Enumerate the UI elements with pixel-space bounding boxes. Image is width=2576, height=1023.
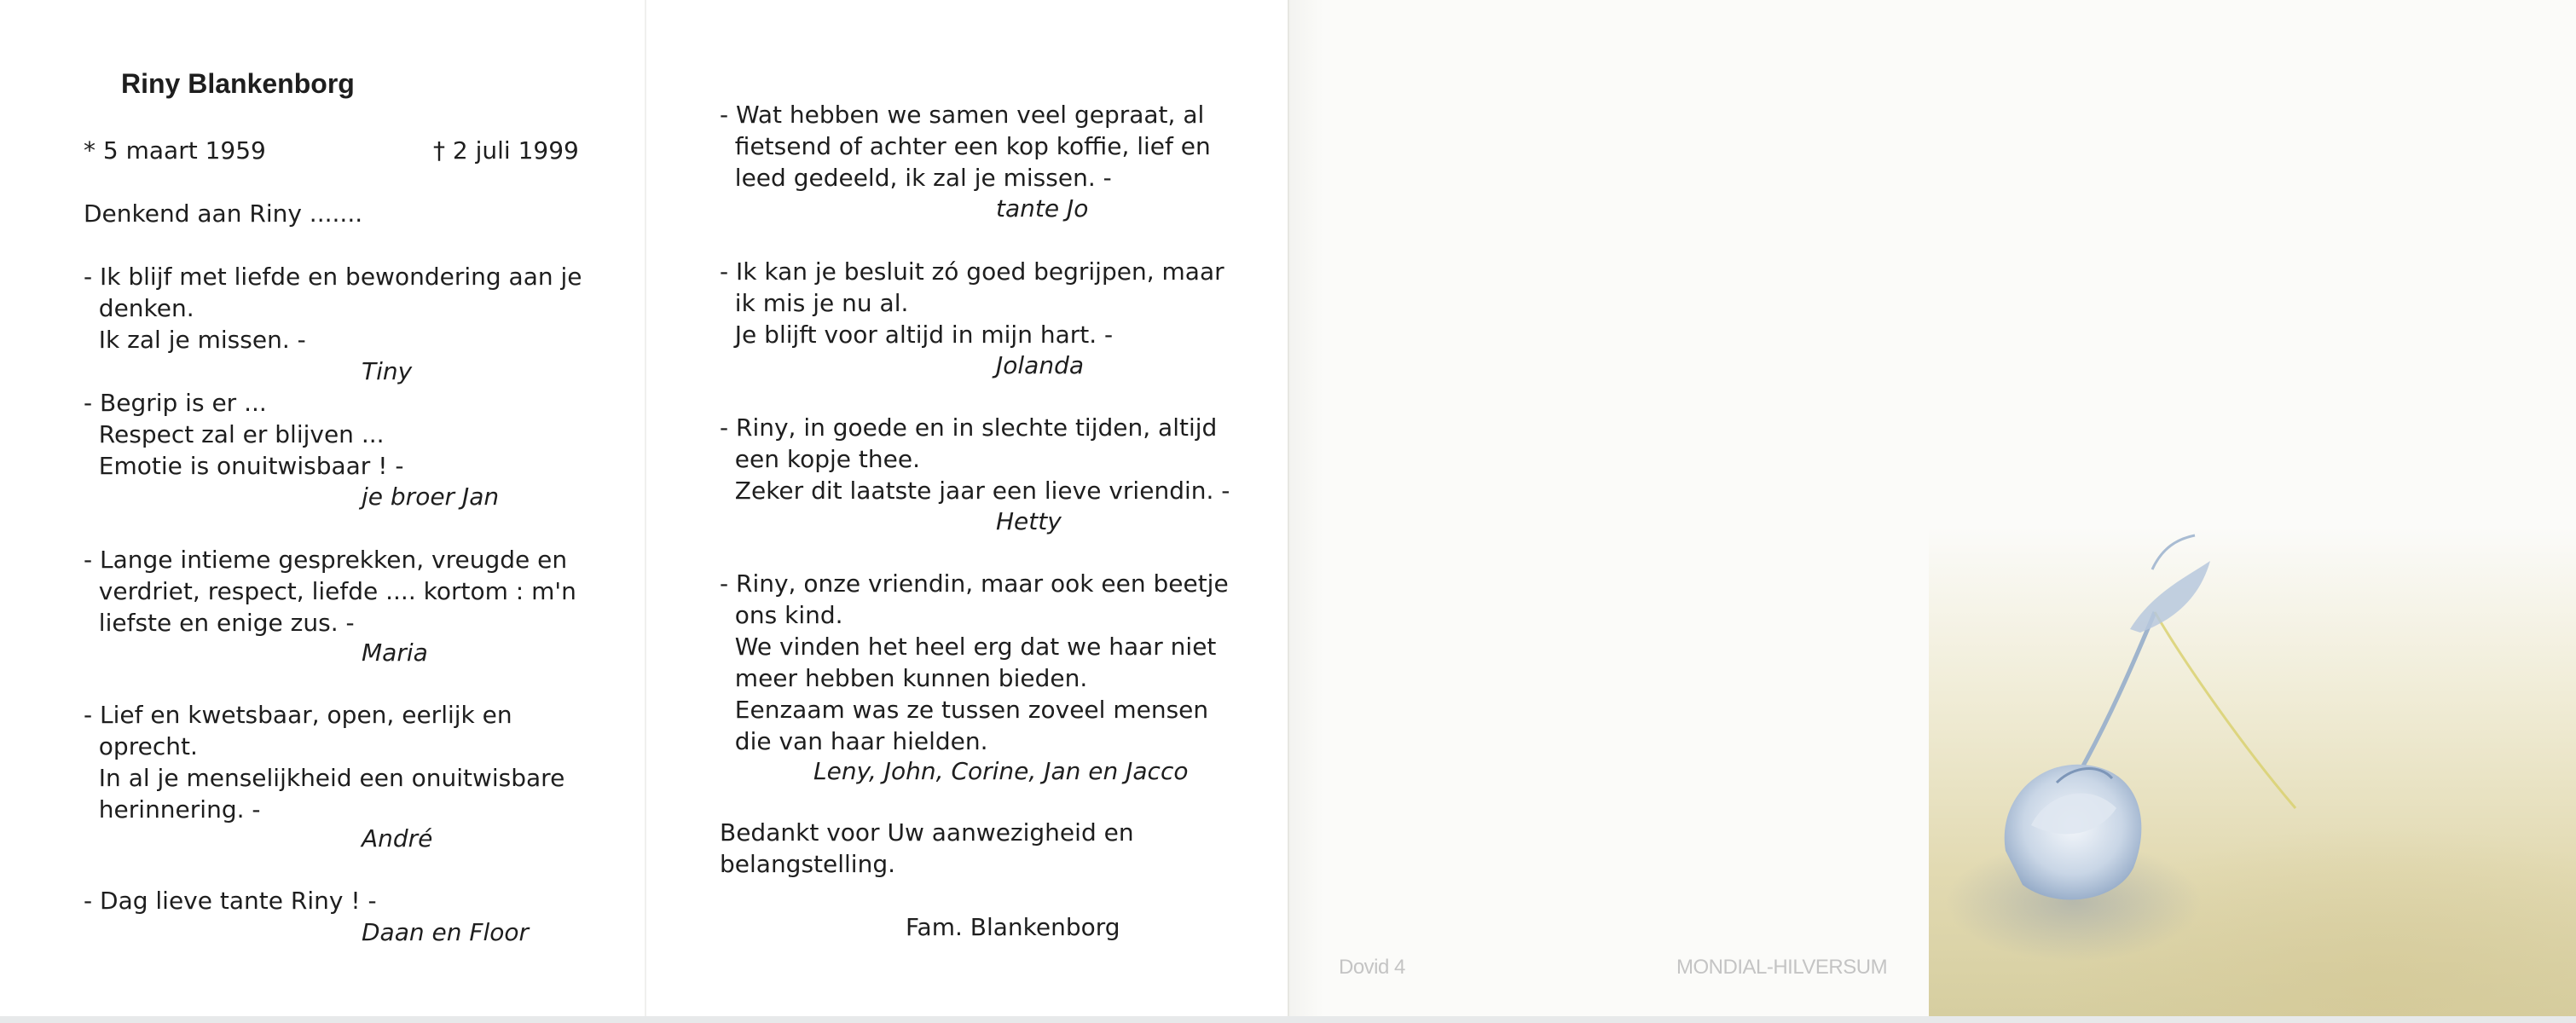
message-line: We vinden het heel erg dat we haar niet — [720, 633, 1217, 661]
message-line: - Riny, in goede en in slechte tijden, altijd — [720, 413, 1218, 442]
message-line: Zeker dit laatste jaar een lieve vriendin. - — [720, 477, 1230, 505]
design-code: Dovid 4 — [1339, 956, 1405, 979]
message-line: - Begrip is er ... — [84, 389, 267, 417]
intro-text: Denkend aan Riny ....... — [84, 199, 363, 228]
message-signature: Daan en Floor — [362, 918, 530, 946]
message-signature: André — [362, 824, 433, 852]
message-line: fietsend of achter een kop koffie, lief en — [720, 132, 1211, 160]
scan-edge — [0, 1016, 2576, 1023]
message-line: In al je menselijkheid een onuitwisbare — [84, 764, 565, 792]
message-line: herinnering. - — [84, 795, 261, 824]
message-line: Je blijft voor altijd in mijn hart. - — [720, 321, 1114, 349]
deceased-name: Riny Blankenborg — [121, 68, 355, 99]
message-line: - Ik kan je besluit zó goed begrijpen, maar — [720, 257, 1224, 286]
message-line: liefste en enige zus. - — [84, 609, 355, 637]
inner-fold — [645, 0, 646, 1016]
message-line: - Riny, onze vriendin, maar ook een beetje — [720, 569, 1229, 598]
message-line: denken. — [84, 294, 194, 322]
message-signature: Hetty — [996, 507, 1062, 535]
rose-illustration — [1929, 527, 2576, 1016]
message-line: - Wat hebben we samen veel gepraat, al — [720, 101, 1205, 129]
message-signature: je broer Jan — [362, 483, 500, 511]
message-signature: tante Jo — [996, 194, 1089, 223]
message-line: leed gedeeld, ik zal je missen. - — [720, 164, 1112, 192]
message-line: Eenzaam was ze tussen zoveel mensen — [720, 696, 1209, 724]
rose-leaf — [2130, 561, 2210, 633]
birth-date: * 5 maart 1959 — [84, 136, 266, 165]
message-line: een kopje thee. — [720, 445, 921, 473]
message-line: oprecht. — [84, 732, 198, 760]
message-line: ik mis je nu al. — [720, 289, 909, 317]
message-line: Ik zal je missen. - — [84, 326, 306, 354]
message-line: - Lief en kwetsbaar, open, eerlijk en — [84, 701, 512, 729]
message-signature: Leny, John, Corine, Jan en Jacco — [813, 757, 1189, 785]
message-line: Emotie is onuitwisbaar ! - — [84, 452, 404, 480]
message-line: - Dag lieve tante Riny ! - — [84, 887, 377, 915]
message-signature: Maria — [362, 639, 428, 667]
message-line: ons kind. — [720, 601, 843, 629]
message-line: Respect zal er blijven ... — [84, 420, 385, 448]
printer-name: MONDIAL-HILVERSUM — [1676, 956, 1888, 979]
message-line: verdriet, respect, liefde .... kortom : m'n — [84, 577, 576, 605]
closing-line: belangstelling. — [720, 850, 896, 878]
message-line: - Lange intieme gesprekken, vreugde en — [84, 546, 568, 574]
message-line: die van haar hielden. — [720, 727, 988, 755]
closing-line: Bedankt voor Uw aanwezigheid en — [720, 818, 1134, 847]
rose-stem — [2074, 612, 2155, 783]
rose-stem-highlight — [2155, 612, 2295, 808]
death-date: † 2 juli 1999 — [433, 136, 579, 165]
rose-thorn — [2152, 535, 2195, 569]
message-line: - Ik blijf met liefde en bewondering aan je — [84, 263, 582, 291]
message-signature: Jolanda — [996, 351, 1085, 379]
closing-signature: Fam. Blankenborg — [906, 913, 1120, 941]
message-signature: Tiny — [362, 357, 413, 385]
message-line: meer hebben kunnen bieden. — [720, 664, 1088, 692]
